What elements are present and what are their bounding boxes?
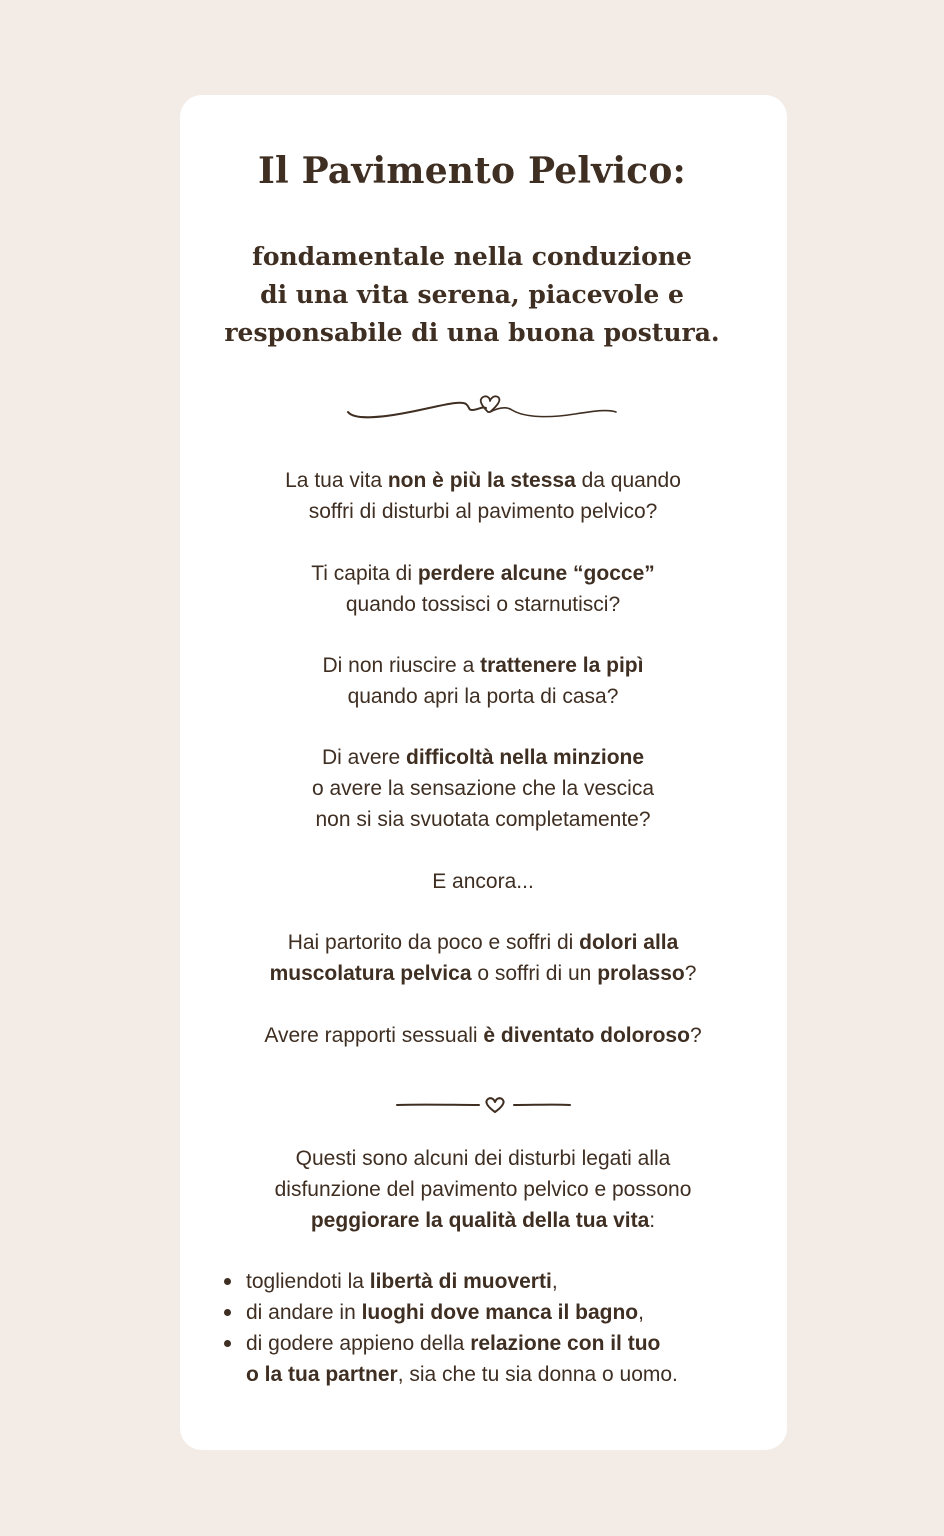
summary-line-2: disfunzione del pavimento pelvico e possono [274,1178,692,1201]
list-item [220,1328,780,1359]
summary-end: : [649,1209,656,1232]
bullet-1-end: , [551,1270,558,1293]
list-item [220,1297,780,1328]
q1-text-end: da quando [575,469,681,492]
q6-text-2: o soffri di un [471,962,598,985]
question-2 [190,558,776,620]
q7-text-end: ? [689,1024,702,1047]
q1-bold: non è più la stessa [387,469,576,492]
bullet-3-text: di godere appieno della [246,1332,471,1355]
q3-bold: trattenere la pipì [480,654,644,677]
q1-text: La tua vita [285,469,388,492]
heart-line-icon [394,1093,574,1117]
question-3 [190,650,776,712]
bullet-1-text: togliendoti la [246,1270,370,1293]
q6-text: Hai partorito da poco e soffri di [287,931,580,954]
summary-paragraph [190,1143,776,1236]
page-subtitle [0,238,944,352]
page-title: Il Pavimento Pelvico: [257,150,687,192]
summary-line-1: Questi sono alcuni dei disturbi legati alla [295,1147,671,1170]
q4-bold: difficoltà nella minzione [406,746,645,769]
bullet-1-bold: libertà di muoverti [369,1270,552,1293]
q6-bold-3: prolasso [597,962,685,985]
q3-text: Di non riuscire a [322,654,481,677]
q2-text: Ti capita di [311,562,418,585]
bullet-list [220,1266,780,1390]
q6-bold: dolori alla [579,931,679,954]
q4-line-2: o avere la sensazione che la vescica [311,777,655,800]
q7-text: Avere rapporti sessuali [264,1024,484,1047]
bullet-2-bold: luoghi dove manca il bagno [361,1301,639,1324]
bullet-2-end: , [638,1301,644,1324]
subtitle-line-2: di una vita serena, piacevole e [260,280,684,309]
question-5 [190,866,776,897]
subtitle-line-1: fondamentale nella conduzione [252,242,692,271]
q7-bold: è diventato doloroso [483,1024,690,1047]
summary-bold: peggiorare la qualità della tua vita [310,1209,650,1232]
subtitle-line-3: responsabile di una buona postura. [224,318,720,347]
list-item [220,1359,780,1390]
bullet-2-text: di andare in [246,1301,362,1324]
q4-line-3: non si sia svuotata completamente? [315,808,651,831]
question-1 [190,465,776,527]
q2-line-2: quando tossisci o starnutisci? [345,593,621,616]
list-item [220,1266,780,1297]
q3-line-2: quando apri la porta di casa? [347,685,619,708]
question-6 [190,927,776,989]
heart-flourish-icon [340,388,625,428]
q5-text: E ancora... [432,870,534,893]
q6-bold-2: muscolatura pelvica [269,962,472,985]
bullet-3-end: , sia che tu sia donna o uomo. [397,1363,678,1386]
bullet-3-bold-2: o la tua partner [246,1363,398,1386]
q4-text: Di avere [321,746,406,769]
question-4 [190,742,776,835]
q6-text-end: ? [684,962,697,985]
bullet-3-bold: relazione con il tuo [470,1332,661,1355]
question-7 [190,1020,776,1051]
q1-line-2: soffri di disturbi al pavimento pelvico? [308,500,658,523]
q2-bold: perdere alcune “gocce” [417,562,655,585]
bullet-dot-icon [224,1278,231,1285]
bullet-dot-icon [224,1340,231,1347]
bullet-dot-icon [224,1309,231,1316]
